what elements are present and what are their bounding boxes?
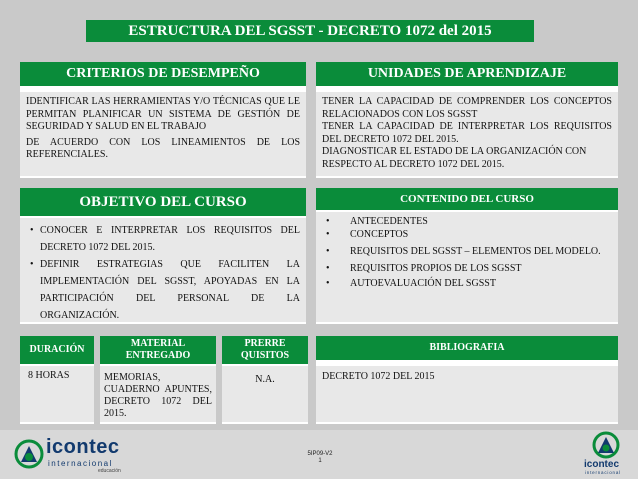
contenido-item-1: • ANTECEDENTES: [322, 215, 612, 228]
bibliografia-value: DECRETO 1072 DEL 2015: [322, 371, 435, 382]
contenido-item-5: • AUTOEVALUACIÓN DEL SGSST: [322, 277, 612, 290]
logo-left-small: educación: [98, 468, 121, 474]
prerre-value: N.A.: [255, 374, 275, 385]
unidades-line-3: DIAGNOSTICAR EL ESTADO DE LA ORGANIZACIÓN CON RESPECTO AL DECRETO 1072 DEL 2015.: [322, 146, 587, 170]
criterios-body: [20, 92, 306, 176]
unidades-body: [316, 92, 618, 176]
icontec-emblem-icon: [586, 430, 626, 460]
icontec-logo-left: [14, 434, 124, 476]
icontec-emblem-icon: [14, 438, 44, 470]
material-body: [100, 366, 216, 422]
bibliografia-body: [316, 366, 618, 422]
objetivo-item-1: • CONOCER E INTERPRETAR LOS REQUISITOS DEL DECRETO 1072 DEL 2015.: [26, 222, 300, 256]
bibliografia-heading: BIBLIOGRAFIA: [316, 336, 618, 360]
material-value: MEMORIAS, CUADERNO APUNTES, DECRETO 1072 DEL 2015.: [104, 372, 212, 419]
criterios-line-1: IDENTIFICAR LAS HERRAMIENTAS Y/O TÉCNICAS QUE LE PERMITAN PLANIFICAR UN SISTEMA DE GESTIÓN DE SEGURIDAD Y SALUD EN EL TRABAJO: [26, 96, 300, 132]
prerre-body: [222, 366, 308, 422]
duracion-value: 8 HORAS: [28, 370, 70, 381]
criterios-line-2: DE ACUERDO CON LOS LINEAMIENTOS DE LOS REFERENCIALES.: [26, 136, 300, 160]
contenido-heading: CONTENIDO DEL CURSO: [316, 188, 618, 210]
document-page-number: 1: [318, 458, 322, 464]
document-code: [290, 451, 350, 465]
logo-left-sub: internacional: [48, 459, 113, 468]
document-code-value: 5IP09-V2: [307, 451, 333, 457]
unidades-line-1: TENER LA CAPACIDAD DE COMPRENDER LOS CONCEPTOS RELACIONADOS CON LOS SGSST: [322, 96, 612, 120]
logo-right-name: icontec: [584, 459, 620, 470]
objetivo-body: [20, 218, 306, 322]
unidades-line-2: TENER LA CAPACIDAD DE INTERPRETAR LOS REQUISITOS DEL DECRETO 1072 DEL 2015.: [322, 121, 612, 145]
criterios-heading: CRITERIOS DE DESEMPEÑO: [20, 62, 306, 86]
objetivo-heading: OBJETIVO DEL CURSO: [20, 188, 306, 216]
contenido-item-3: • REQUISITOS DEL SGSST – ELEMENTOS DEL MODELO.: [322, 245, 612, 258]
duracion-body: [20, 366, 94, 422]
objetivo-item-2: • DEFINIR ESTRATEGIAS QUE FACILITEN LA IMPLEMENTACIÓN DEL SGSST, APOYADAS EN LA PARTICIPACIÓN DEL PERSONAL DE LA ORGANIZACIÓN.: [26, 256, 300, 324]
contenido-item-4: • REQUISITOS PROPIOS DE LOS SGSST: [322, 262, 612, 275]
unidades-heading: UNIDADES DE APRENDIZAJE: [316, 62, 618, 86]
duracion-heading: DURACIÓN: [20, 336, 94, 364]
material-heading: MATERIAL ENTREGADO: [100, 336, 216, 364]
logo-left-name: icontec: [46, 436, 120, 458]
page-title: [86, 20, 534, 42]
contenido-body: [316, 212, 618, 322]
icontec-logo-right: [582, 428, 630, 478]
logo-right-sub: internacional: [585, 470, 621, 475]
page-title-text: ESTRUCTURA DEL SGSST - DECRETO 1072 del 2015: [128, 22, 492, 39]
prerre-heading: PRERRE QUISITOS: [222, 336, 308, 364]
contenido-item-2: • CONCEPTOS: [322, 228, 612, 241]
